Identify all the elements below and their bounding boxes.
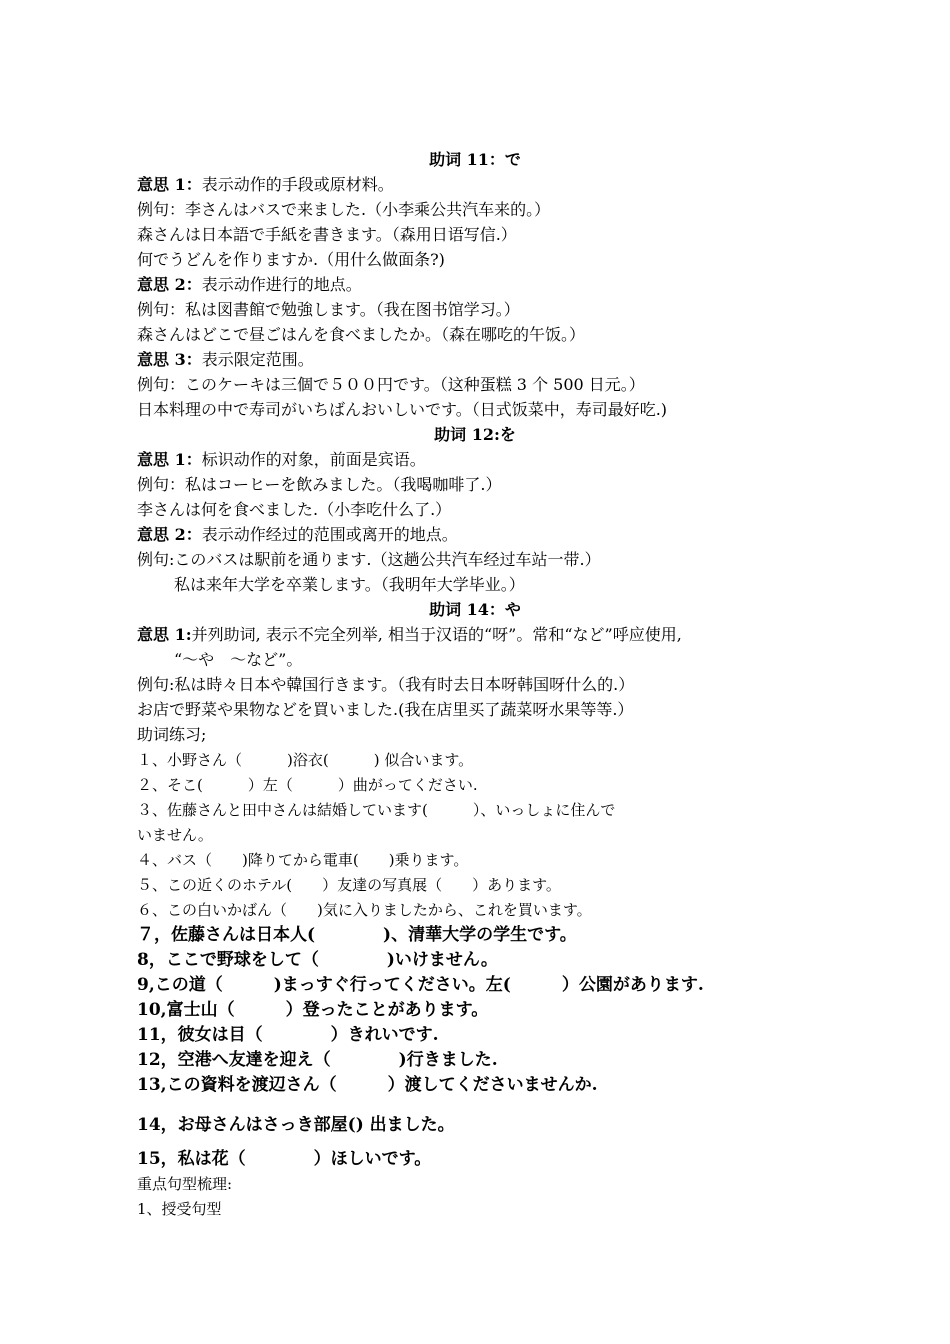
meaning-line [137,174,394,196]
practice-question-cont: いません。 [137,826,213,844]
practice-question: ３、佐藤さんと田中さんは結婚しています( ）、いっしょに住んで [137,801,616,819]
meaning-text: 表示动作的手段或原材料。 [201,175,394,194]
example-line: 例句:このバスは駅前を通ります.（这趟公共汽车经过车站一带.） [137,550,601,569]
section-title-wo: 助词 12:を [434,425,516,444]
meaning-text: 表示动作经过的范围或离开的地点。 [201,525,458,544]
meaning-label: 意思 2： [137,275,202,294]
meaning-text-cont: “～や ～など”。 [174,650,303,669]
section-title-ya: 助词 14：や [429,600,521,619]
practice-question: 11，彼女は目（ ）きれいです. [137,1025,439,1045]
meaning-line [137,349,314,371]
practice-question: 8，ここで野球をして（ )いけません。 [137,950,498,970]
meaning-line [137,274,362,296]
meaning-line [137,624,682,646]
practice-question: ７，佐藤さんは日本人( )、清華大学の学生です。 [137,925,577,945]
meaning-text: 并列助词, 表示不完全列举, 相当于汉语的“呀”。常和“など”呼应使用, [191,625,682,644]
summary-heading: 重点句型梳理: [137,1175,233,1193]
meaning-line [137,449,426,471]
example-line: 私は来年大学を卒業します。（我明年大学毕业。） [174,575,525,594]
example-line: 森さんはどこで昼ごはんを食べましたか。（森在哪吃的午饭。） [137,325,586,344]
example-line: 例句：このケーキは三個で５００円です。（这种蛋糕 3 个 500 日元。） [137,375,645,394]
section-title-de: 助词 11：で [429,150,521,169]
meaning-text: 表示限定范围。 [201,350,314,369]
example-line: 例句:私は時々日本や韓国行きます。（我有时去日本呀韩国呀什么的.） [137,675,635,694]
meaning-label: 意思 1： [137,175,202,194]
practice-question: ４、バス（ )降りてから電車( )乗ります。 [137,851,469,869]
example-line: 日本料理の中で寿司がいちばんおいしいです。（日式饭菜中，寿司最好吃.) [137,400,668,419]
summary-item: 1、授受句型 [137,1200,222,1218]
practice-question: ２、そこ( ）左（ ）曲がってください. [137,776,478,794]
practice-question: １、小野さん（ )浴衣( ) 似合います。 [137,751,474,769]
practice-question: 10,富士山（ ）登ったことがあります。 [137,1000,489,1020]
meaning-line [137,524,458,546]
practice-question: 13,この資料を渡辺さん（ ）渡してくださいませんか. [137,1075,598,1095]
example-line: 森さんは日本語で手紙を書きます。（森用日语写信.） [137,225,517,244]
meaning-label: 意思 1: [137,625,192,644]
example-line: 例句：私は図書館で勉強します。（我在图书馆学习。） [137,300,520,319]
practice-question: ５、この近くのホテル( ）友達の写真展（ ）あります。 [137,876,561,894]
practice-question: 9,この道（ )まっすぐ行ってください。左( ）公園があります. [137,975,704,995]
example-line: 何でうどんを作りますか.（用什么做面条?) [137,250,445,269]
practice-question: 12，空港へ友達を迎え（ )行きました. [137,1050,498,1070]
example-line: 例句：私はコーヒーを飲みました。（我喝咖啡了.） [137,475,502,494]
meaning-label: 意思 2： [137,525,202,544]
practice-question: 15，私は花（ ）ほしいです。 [137,1149,432,1169]
meaning-label: 意思 1： [137,450,202,469]
practice-question: ６、この白いかばん（ )気に入りましたから、これを買います。 [137,901,592,919]
meaning-text: 表示动作进行的地点。 [201,275,362,294]
example-line: 例句：李さんはバスで来ました.（小李乘公共汽车来的。） [137,200,551,219]
example-line: お店で野菜や果物などを買いました.(我在店里买了蔬菜呀水果等等.） [137,700,634,719]
meaning-text: 标识动作的对象，前面是宾语。 [201,450,426,469]
meaning-label: 意思 3： [137,350,202,369]
practice-heading: 助词练习; [137,725,207,744]
practice-question: 14，お母さんはさっき部屋() 出ました。 [137,1115,455,1135]
example-line: 李さんは何を食べました.（小李吃什么了.） [137,500,452,519]
